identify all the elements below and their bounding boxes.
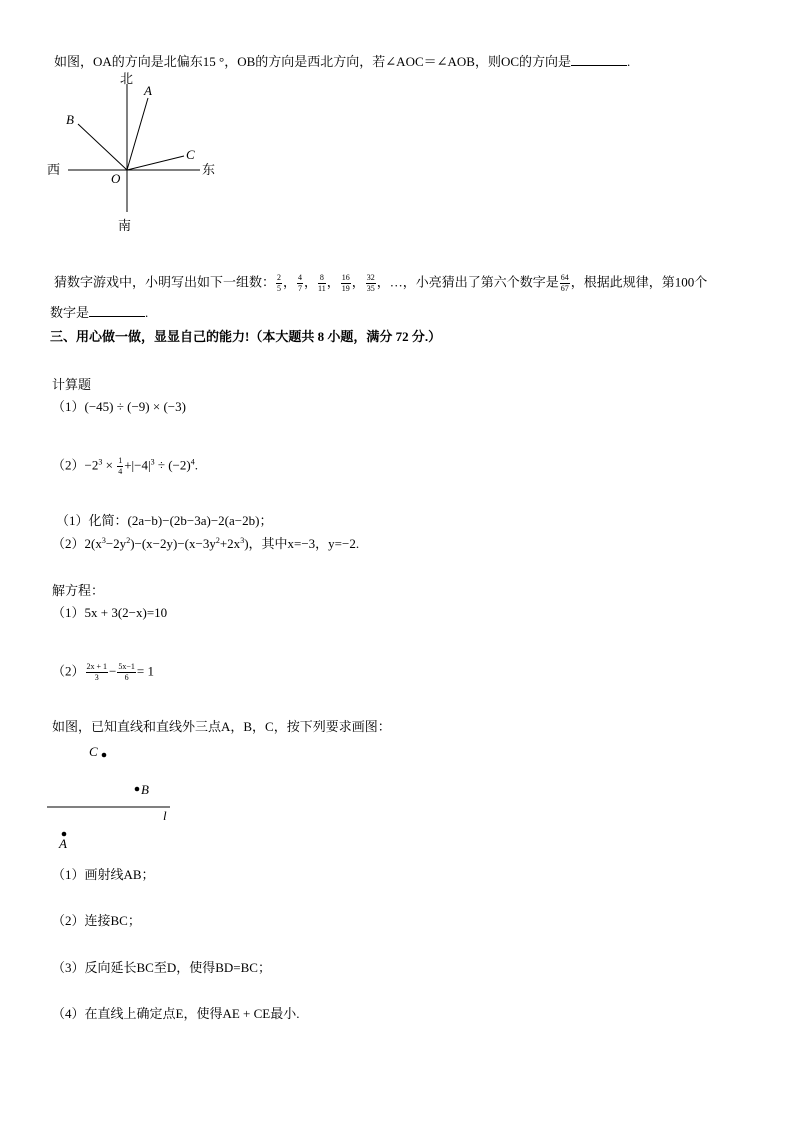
- simplify-item-1: （1）化简：(2a−b)−(2b−3a)−2(a−2b)；: [56, 513, 273, 528]
- drawing-step-4: （4）在直线上确定点E，使得AE + CE最小.: [52, 1006, 300, 1021]
- sequence-question: 猜数字游戏中，小明写出如下一组数： $\frac{2}{5}$ ， $\frac{4}{7}$ ， $\frac{8}{11}$ ， $\frac{16}{19}$ ， $\frac{32}{35}$ ，…，小亮猜出了第六个数字是 $\frac{64}{67}$ ，根据此规律，第100个: [54, 273, 708, 293]
- fraction: $\frac{1}{4}$: [118, 456, 123, 476]
- section-heading: 三、用心做一做，显显自己的能力!（本大题共 8 小题，满分 72 分.）: [50, 329, 442, 344]
- ray-ob: [78, 124, 127, 170]
- label-a: A: [144, 83, 152, 98]
- fraction: $\frac{32}{35}$: [366, 273, 375, 293]
- answer-blank[interactable]: [89, 305, 145, 317]
- calc-title: 计算题: [52, 377, 92, 392]
- label-b: B: [66, 112, 74, 127]
- equation-title: 解方程：: [52, 583, 105, 598]
- label-o: O: [111, 171, 121, 186]
- drawing-intro: 如图，已知直线和直线外三点A，B，C，按下列要求画图：: [52, 719, 391, 734]
- point-c: [102, 753, 107, 758]
- ray-oa: [127, 98, 148, 170]
- question-end: .: [145, 305, 149, 320]
- label-north: 北: [120, 71, 134, 86]
- sequence-text: 猜数字游戏中，小明写出如下一组数：: [54, 274, 276, 290]
- label-a: A: [59, 836, 67, 851]
- label-east: 东: [202, 162, 216, 177]
- drawing-step-2: （2）连接BC；: [52, 913, 141, 928]
- ray-oc: [127, 156, 184, 170]
- label-west: 西: [47, 162, 61, 177]
- direction-question: [54, 54, 630, 68]
- points-line-figure: [40, 738, 190, 856]
- question-end: .: [627, 54, 631, 69]
- label-south: 南: [118, 218, 132, 233]
- label-c: C: [89, 744, 98, 759]
- label-c: C: [186, 147, 195, 162]
- equation-item-1: （1）5x + 3(2−x)=10: [52, 605, 168, 620]
- direction-question-text: 如图，OA的方向是北偏东15 °，OB的方向是西北方向，若∠AOC＝∠AOB，则OC的方向是: [54, 54, 572, 69]
- equation-item-2: （2） $\frac{2x + 1}{3}$ − $\frac{5x-1}{6}$ = 1: [52, 662, 154, 682]
- compass-figure: [40, 70, 230, 240]
- answer-blank[interactable]: [571, 54, 627, 66]
- calc-item-1: （1）(−45) ÷ (−9) × (−3): [52, 399, 186, 414]
- fraction: $\frac{8}{11}$: [318, 273, 326, 293]
- sequence-continue: ，根据此规律，第100个: [570, 274, 708, 290]
- fraction: $\frac{4}{7}$: [298, 273, 303, 293]
- sequence-ellipsis: ，…，小亮猜出了第六个数字是: [376, 274, 559, 290]
- calc-item-2: $(2)-2^3$ × $\frac{1}{4}$ $+|-4|^3 \div (-2)^4$.: [52, 456, 198, 476]
- sequence-question-line2: [50, 305, 148, 319]
- label-b: B: [141, 782, 149, 797]
- fraction: $\frac{5x-1}{6}$: [118, 662, 135, 682]
- fraction: $\frac{2x + 1}{3}$: [86, 662, 108, 682]
- label-l: l: [163, 808, 167, 823]
- sequence-line2-text: 数字是: [50, 305, 90, 320]
- drawing-step-1: （1）画射线AB；: [52, 867, 155, 882]
- simplify-item-2: $(2)2(x^3-2y^2)-(x-2y)-(x-3y^2+2x^3)$，其中x=−3，y=−2.: [52, 536, 360, 551]
- sixth-fraction: $\frac{64}{67}$: [560, 273, 569, 293]
- fraction: $\frac{2}{5}$: [277, 273, 282, 293]
- point-b: [135, 787, 140, 792]
- fraction: $\frac{16}{19}$: [341, 273, 350, 293]
- drawing-step-3: （3）反向延长BC至D，使得BD=BC；: [52, 960, 271, 975]
